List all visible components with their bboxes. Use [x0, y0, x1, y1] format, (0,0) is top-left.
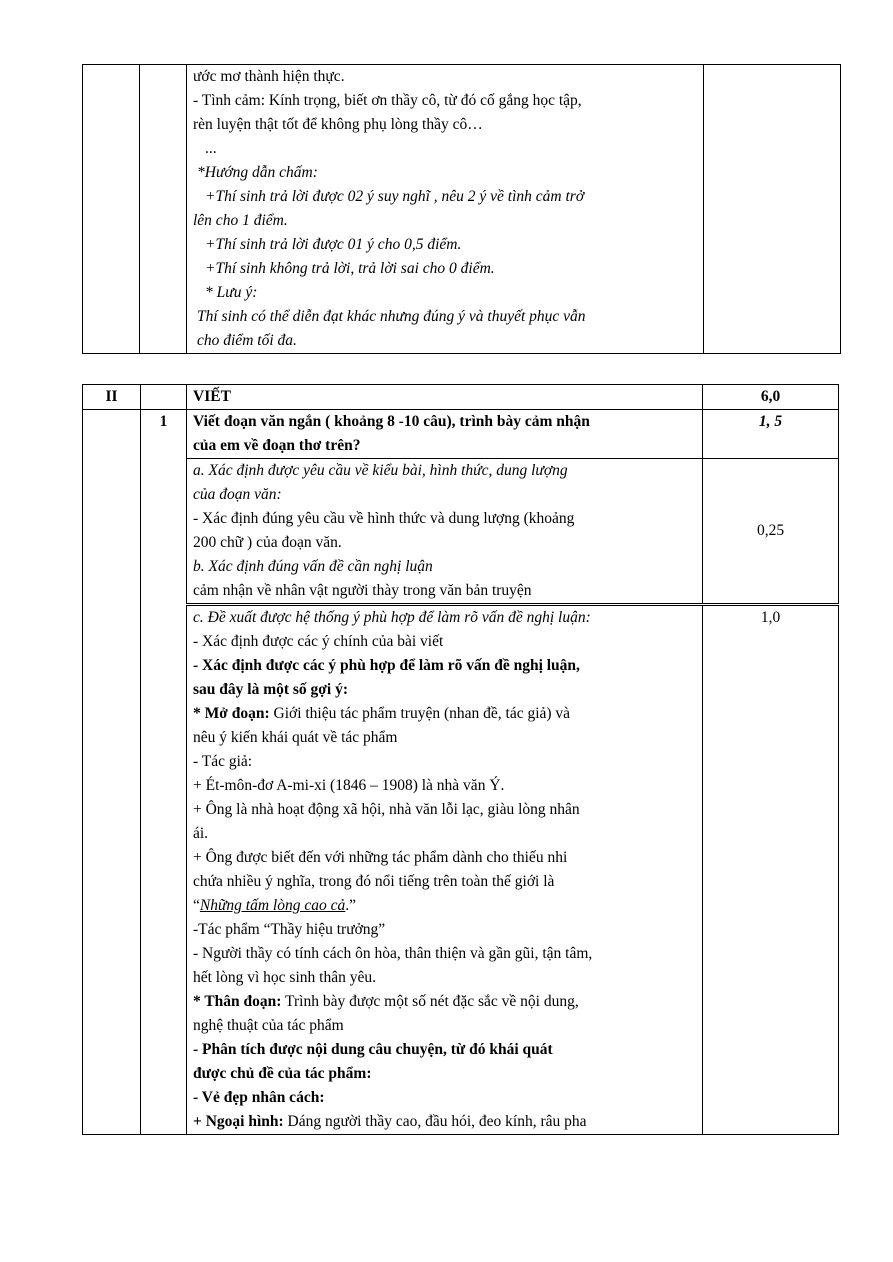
- content-line: ...: [205, 140, 217, 157]
- part-b-heading: b. Xác định đúng vấn đề cần nghị luận: [193, 558, 433, 575]
- content-line: rèn luyện thật tốt để không phụ lòng thầy cô…: [193, 116, 483, 133]
- section-empty-cell: [141, 385, 187, 410]
- content-line: - Xác định được các ý phù hợp để làm rõ vấn đề nghị luận,: [193, 657, 580, 674]
- book-title: Những tấm lòng cao cả: [199, 897, 346, 914]
- content-line: - Tác giả:: [193, 753, 253, 770]
- part-ab-row: [83, 459, 839, 605]
- grading-guide-heading: *Hướng dẫn chấm:: [197, 164, 318, 181]
- part-c-content: [187, 605, 703, 1135]
- section-score: 6,0: [703, 385, 839, 410]
- section-roman: II: [83, 385, 141, 410]
- content-line: Thí sinh có thể diễn đạt khác nhưng đúng ý và thuyết phục vẫn: [197, 308, 586, 325]
- part-c-row: [83, 605, 839, 1135]
- quote-close: .”: [345, 897, 357, 914]
- quote-open: “: [193, 897, 200, 914]
- than-doan-label: * Thân đoạn:: [193, 993, 282, 1010]
- ngoai-hinh-line: [193, 1110, 696, 1134]
- question-score: 1, 5: [703, 410, 839, 459]
- continuation-table: [82, 64, 841, 354]
- section-col-empty: [83, 410, 141, 1135]
- content-line: +Thí sinh trả lời được 02 ý suy nghĩ , nêu 2 ý về tình cảm trở: [205, 188, 585, 205]
- ngoai-hinh-label: + Ngoại hình:: [193, 1113, 284, 1130]
- score-cell: [704, 65, 841, 354]
- mo-doan-label: * Mở đoạn:: [193, 705, 270, 722]
- content-line: - Tình cảm: Kính trọng, biết ơn thầy cô, từ đó cố gắng học tập,: [193, 92, 582, 109]
- content-line: - Vẻ đẹp nhân cách:: [193, 1089, 325, 1106]
- book-title-line: [193, 894, 696, 918]
- section-title: VIẾT: [187, 385, 703, 410]
- col-number-cell: [140, 65, 187, 354]
- mo-doan-line: [193, 702, 696, 726]
- ngoai-hinh-text: Dáng người thầy cao, đầu hói, đeo kính, râu pha: [283, 1113, 587, 1130]
- than-doan-text: Trình bày được một số nét đặc sắc về nội dung,: [281, 993, 579, 1010]
- part-a-heading: a. Xác định được yêu cầu về kiểu bài, hình thức, dung lượng: [193, 462, 568, 479]
- content-line: +Thí sinh trả lời được 01 ý cho 0,5 điểm.: [205, 236, 462, 253]
- content-line: -Tác phẩm “Thầy hiệu trưởng”: [193, 921, 386, 938]
- part-a-heading: của đoạn văn:: [193, 486, 282, 503]
- content-line: chứa nhiều ý nghĩa, trong đó nổi tiếng trên toàn thế giới là: [193, 873, 555, 890]
- than-doan-line: [193, 990, 696, 1014]
- content-line: + Ông được biết đến với những tác phẩm dành cho thiếu nhi: [193, 849, 568, 866]
- continuation-row: [83, 65, 841, 354]
- content-line: sau đây là một số gợi ý:: [193, 681, 348, 698]
- part-ab-score: 0,25: [703, 459, 839, 605]
- prompt-line: Viết đoạn văn ngắn ( khoảng 8 -10 câu), trình bày cảm nhận: [193, 413, 590, 430]
- content-line: ái.: [193, 825, 209, 842]
- content-line: ước mơ thành hiện thực.: [193, 68, 345, 85]
- content-line: +Thí sinh không trả lời, trả lời sai cho 0 điểm.: [205, 260, 495, 277]
- section-header-row: [83, 385, 839, 410]
- question-number: 1: [141, 410, 187, 1135]
- content-line: lên cho 1 điểm.: [193, 212, 288, 229]
- part-c-heading: c. Đề xuất được hệ thống ý phù hợp để làm rõ vấn đề nghị luận:: [193, 609, 591, 626]
- note-heading: * Lưu ý:: [205, 284, 258, 301]
- content-line: - Xác định được các ý chính của bài viết: [193, 633, 444, 650]
- content-line: + Ông là nhà hoạt động xã hội, nhà văn lỗi lạc, giàu lòng nhân: [193, 801, 580, 818]
- part-a-detail: - Xác định đúng yêu cầu về hình thức và dung lượng (khoảng: [193, 510, 575, 527]
- answer-content-cell: [187, 65, 704, 354]
- part-a-detail: 200 chữ ) của đoạn văn.: [193, 534, 342, 551]
- content-line: cho điểm tối đa.: [197, 332, 297, 349]
- part-b-detail: cảm nhận về nhân vật người thày trong văn bản truyện: [193, 582, 532, 599]
- content-line: được chủ đề của tác phẩm:: [193, 1065, 372, 1082]
- part-c-score: 1,0: [703, 605, 839, 1135]
- content-line: - Phân tích được nội dung câu chuyện, từ đó khái quát: [193, 1041, 553, 1058]
- question-prompt: [187, 410, 703, 459]
- mo-doan-text: Giới thiệu tác phẩm truyện (nhan đề, tác giả) và: [269, 705, 571, 722]
- content-line: + Ét-môn-đơ A-mi-xi (1846 – 1908) là nhà văn Ý.: [193, 777, 505, 794]
- col-section-cell: [83, 65, 140, 354]
- content-line: nêu ý kiến khái quát về tác phẩm: [193, 729, 398, 746]
- content-line: hết lòng vì học sinh thân yêu.: [193, 969, 376, 986]
- content-line: - Người thầy có tính cách ôn hòa, thân thiện và gần gũi, tận tâm,: [193, 945, 593, 962]
- part-ab-content: [187, 459, 703, 605]
- prompt-line: của em về đoạn thơ trên?: [193, 437, 361, 454]
- question-row: [83, 410, 839, 459]
- writing-section-table: [82, 384, 839, 1135]
- content-line: nghệ thuật của tác phẩm: [193, 1017, 344, 1034]
